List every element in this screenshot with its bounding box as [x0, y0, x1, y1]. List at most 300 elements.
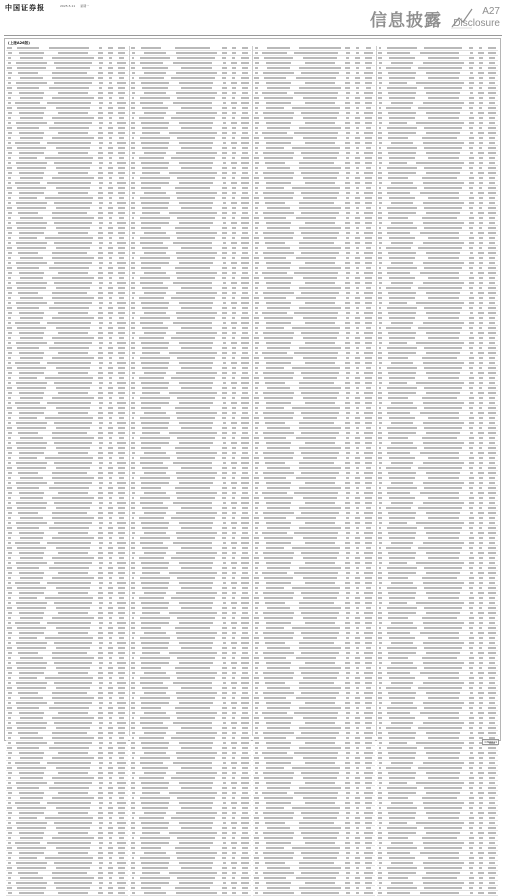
table-cell	[377, 382, 384, 383]
table-cell	[229, 157, 239, 158]
table-cell	[50, 737, 96, 738]
table-cell	[466, 587, 476, 588]
table-cell	[239, 332, 251, 333]
table-cell	[377, 887, 384, 888]
table-cell	[229, 517, 239, 518]
table-cell	[96, 512, 106, 513]
table-column	[6, 46, 128, 736]
table-cell	[229, 282, 239, 283]
table-cell	[420, 637, 466, 638]
table-cell	[106, 537, 116, 538]
table-cell	[115, 287, 127, 288]
table-cell	[106, 172, 116, 173]
table-cell	[476, 62, 486, 63]
table-cell	[130, 752, 137, 753]
table-cell	[229, 232, 239, 233]
table-cell	[219, 82, 229, 83]
table-cell	[6, 192, 13, 193]
table-cell	[13, 237, 42, 238]
table-cell	[6, 52, 13, 53]
table-cell	[253, 362, 260, 363]
table-cell	[343, 137, 353, 138]
table-cell	[466, 742, 476, 743]
table-cell	[466, 362, 476, 363]
table-cell	[6, 407, 13, 408]
table-cell	[486, 827, 498, 828]
table-cell	[377, 432, 384, 433]
table-cell	[96, 772, 106, 773]
table-cell	[260, 327, 289, 328]
table-cell	[115, 522, 127, 523]
table-cell	[229, 217, 239, 218]
table-cell	[476, 147, 486, 148]
table-cell	[260, 87, 296, 88]
table-cell	[130, 362, 137, 363]
table-cell	[6, 562, 13, 563]
table-cell	[466, 112, 476, 113]
table-cell	[420, 702, 466, 703]
table-cell	[486, 82, 498, 83]
table-cell	[362, 592, 374, 593]
table-cell	[362, 627, 374, 628]
table-cell	[166, 102, 219, 103]
table-cell	[384, 732, 420, 733]
table-cell	[219, 837, 229, 838]
table-cell	[115, 792, 127, 793]
table-cell	[50, 482, 96, 483]
table-cell	[96, 547, 106, 548]
table-cell	[476, 662, 486, 663]
table-cell	[486, 102, 498, 103]
table-cell	[96, 287, 106, 288]
table-cell	[115, 597, 127, 598]
table-cell	[6, 172, 13, 173]
table-cell	[130, 437, 137, 438]
table-cell	[96, 182, 106, 183]
table-cell	[137, 717, 173, 718]
table-cell	[362, 707, 374, 708]
table-cell	[173, 327, 219, 328]
table-cell	[130, 847, 137, 848]
table-cell	[6, 837, 13, 838]
table-cell	[219, 192, 229, 193]
table-cell	[137, 597, 166, 598]
table-cell	[362, 292, 374, 293]
table-cell	[486, 572, 498, 573]
table-cell	[6, 637, 13, 638]
table-cell	[239, 347, 251, 348]
table-cell	[219, 67, 229, 68]
table-cell	[50, 892, 96, 893]
table-cell	[362, 607, 374, 608]
table-cell	[297, 562, 343, 563]
table-cell	[343, 162, 353, 163]
table-cell	[50, 62, 96, 63]
table-cell	[219, 747, 229, 748]
table-cell	[486, 647, 498, 648]
table-cell	[353, 542, 363, 543]
table-cell	[50, 592, 96, 593]
table-cell	[13, 392, 49, 393]
table-cell	[476, 582, 486, 583]
table-cell	[229, 527, 239, 528]
table-cell	[106, 212, 116, 213]
table-cell	[476, 637, 486, 638]
table-cell	[137, 522, 173, 523]
table-cell	[253, 177, 260, 178]
table-cell	[96, 117, 106, 118]
table-cell	[173, 672, 219, 673]
table-cell	[106, 262, 116, 263]
table-cell	[466, 572, 476, 573]
table-cell	[377, 557, 384, 558]
table-cell	[219, 407, 229, 408]
table-cell	[260, 582, 296, 583]
table-cell	[137, 417, 173, 418]
table-cell	[137, 527, 173, 528]
table-cell	[137, 292, 173, 293]
table-cell	[239, 312, 251, 313]
table-cell	[362, 777, 374, 778]
table-cell	[297, 247, 343, 248]
table-cell	[239, 422, 251, 423]
table-cell	[253, 542, 260, 543]
table-cell	[239, 67, 251, 68]
table-cell	[115, 207, 127, 208]
table-cell	[239, 827, 251, 828]
table-cell	[115, 607, 127, 608]
table-cell	[343, 262, 353, 263]
table-cell	[115, 537, 127, 538]
table-cell	[476, 127, 486, 128]
table-cell	[353, 547, 363, 548]
table-cell	[384, 742, 413, 743]
table-cell	[229, 77, 239, 78]
table-cell	[50, 717, 96, 718]
table-cell	[362, 382, 374, 383]
table-cell	[466, 662, 476, 663]
table-cell	[253, 207, 260, 208]
table-cell	[173, 742, 219, 743]
table-cell	[253, 387, 260, 388]
table-cell	[239, 847, 251, 848]
table-cell	[377, 477, 384, 478]
table-cell	[137, 242, 166, 243]
table-cell	[115, 302, 127, 303]
table-cell	[260, 457, 296, 458]
table-cell	[137, 337, 166, 338]
table-cell	[343, 227, 353, 228]
table-cell	[106, 842, 116, 843]
table-cell	[50, 532, 96, 533]
table-cell	[289, 877, 342, 878]
table-cell	[260, 337, 296, 338]
table-cell	[13, 67, 49, 68]
table-cell	[297, 212, 343, 213]
table-cell	[239, 102, 251, 103]
table-cell	[229, 312, 239, 313]
table-cell	[106, 517, 116, 518]
table-cell	[6, 847, 13, 848]
table-cell	[362, 437, 374, 438]
table-cell	[353, 127, 363, 128]
table-cell	[343, 457, 353, 458]
table-cell	[384, 662, 420, 663]
table-cell	[476, 362, 486, 363]
table-cell	[377, 632, 384, 633]
table-cell	[377, 627, 384, 628]
table-cell	[137, 427, 173, 428]
table-cell	[106, 692, 116, 693]
table-cell	[343, 512, 353, 513]
table-cell	[219, 527, 229, 528]
table-cell	[130, 372, 137, 373]
table-cell	[486, 617, 498, 618]
table-cell	[476, 557, 486, 558]
table-cell	[96, 817, 106, 818]
table-cell	[297, 467, 343, 468]
table-cell	[130, 252, 137, 253]
table-cell	[106, 812, 116, 813]
table-cell	[260, 147, 289, 148]
table-cell	[239, 707, 251, 708]
table-cell	[260, 267, 296, 268]
table-cell	[384, 102, 420, 103]
table-cell	[384, 632, 413, 633]
table-cell	[130, 692, 137, 693]
table-cell	[42, 87, 95, 88]
table-cell	[343, 872, 353, 873]
table-cell	[130, 302, 137, 303]
table-cell	[166, 597, 219, 598]
table-cell	[115, 47, 127, 48]
table-cell	[384, 327, 413, 328]
table-cell	[173, 202, 219, 203]
table-cell	[106, 522, 116, 523]
table-cell	[384, 752, 420, 753]
table-cell	[6, 227, 13, 228]
table-cell	[413, 412, 466, 413]
table-cell	[13, 812, 49, 813]
table-cell	[253, 67, 260, 68]
table-cell	[486, 867, 498, 868]
table-cell	[253, 847, 260, 848]
table-cell	[106, 447, 116, 448]
table-cell	[96, 97, 106, 98]
table-cell	[377, 502, 384, 503]
table-cell	[384, 772, 420, 773]
table-cell	[173, 357, 219, 358]
table-cell	[420, 792, 466, 793]
table-cell	[115, 637, 127, 638]
table-cell	[377, 472, 384, 473]
table-cell	[96, 157, 106, 158]
table-cell	[166, 77, 219, 78]
table-cell	[229, 402, 239, 403]
table-cell	[106, 257, 116, 258]
table-cell	[130, 807, 137, 808]
table-cell	[219, 872, 229, 873]
table-cell	[239, 217, 251, 218]
table-cell	[353, 877, 363, 878]
table-cell	[219, 397, 229, 398]
table-cell	[115, 62, 127, 63]
table-cell	[377, 302, 384, 303]
table-cell	[219, 152, 229, 153]
table-cell	[137, 182, 173, 183]
table-cell	[362, 537, 374, 538]
table-cell	[130, 177, 137, 178]
table-cell	[260, 892, 296, 893]
table-cell	[6, 392, 13, 393]
table-cell	[6, 577, 13, 578]
table-cell	[173, 292, 219, 293]
table-cell	[253, 487, 260, 488]
table-cell	[486, 807, 498, 808]
table-cell	[377, 117, 384, 118]
table-cell	[260, 792, 289, 793]
table-cell	[229, 677, 239, 678]
table-cell	[13, 882, 49, 883]
table-cell	[130, 337, 137, 338]
table-cell	[6, 792, 13, 793]
table-cell	[260, 317, 296, 318]
table-cell	[219, 497, 229, 498]
table-cell	[42, 252, 95, 253]
table-cell	[137, 552, 173, 553]
table-cell	[377, 852, 384, 853]
table-cell	[297, 542, 343, 543]
table-cell	[96, 332, 106, 333]
table-cell	[362, 102, 374, 103]
table-cell	[173, 142, 219, 143]
table-cell	[420, 482, 466, 483]
table-cell	[229, 737, 239, 738]
table-cell	[137, 822, 173, 823]
table-cell	[466, 172, 476, 173]
table-cell	[253, 582, 260, 583]
table-cell	[362, 432, 374, 433]
table-cell	[377, 532, 384, 533]
table-cell	[466, 312, 476, 313]
table-cell	[353, 747, 363, 748]
table-cell	[130, 612, 137, 613]
table-cell	[253, 652, 260, 653]
table-cell	[50, 837, 96, 838]
table-cell	[476, 792, 486, 793]
table-cell	[353, 437, 363, 438]
table-cell	[377, 97, 384, 98]
table-cell	[219, 772, 229, 773]
table-cell	[239, 372, 251, 373]
table-cell	[130, 442, 137, 443]
table-cell	[96, 692, 106, 693]
table-cell	[377, 177, 384, 178]
table-cell	[384, 687, 413, 688]
table-cell	[219, 892, 229, 893]
table-cell	[229, 367, 239, 368]
table-cell	[260, 242, 289, 243]
table-cell	[6, 812, 13, 813]
table-cell	[115, 337, 127, 338]
table-cell	[13, 92, 49, 93]
table-cell	[229, 667, 239, 668]
table-cell	[253, 402, 260, 403]
table-cell	[219, 792, 229, 793]
table-cell	[384, 787, 420, 788]
table-cell	[229, 612, 239, 613]
table-cell	[239, 412, 251, 413]
table-cell	[343, 687, 353, 688]
table-cell	[229, 142, 239, 143]
table-cell	[13, 787, 42, 788]
table-cell	[486, 222, 498, 223]
table-cell	[130, 667, 137, 668]
table-cell	[466, 62, 476, 63]
table-cell	[353, 292, 363, 293]
table-cell	[173, 72, 219, 73]
table-cell	[6, 582, 13, 583]
table-cell	[466, 887, 476, 888]
table-cell	[253, 827, 260, 828]
table-cell	[106, 637, 116, 638]
table-cell	[486, 247, 498, 248]
table-cell	[353, 722, 363, 723]
table-cell	[50, 317, 96, 318]
table-cell	[219, 512, 229, 513]
table-cell	[466, 702, 476, 703]
table-cell	[6, 417, 13, 418]
table-cell	[13, 292, 42, 293]
table-cell	[377, 607, 384, 608]
table-cell	[476, 567, 486, 568]
table-cell	[13, 667, 49, 668]
table-cell	[297, 787, 343, 788]
table-cell	[166, 337, 219, 338]
table-cell	[476, 67, 486, 68]
table-cell	[13, 867, 49, 868]
table-cell	[362, 412, 374, 413]
table-cell	[173, 692, 219, 693]
table-cell	[219, 322, 229, 323]
table-cell	[13, 832, 49, 833]
table-cell	[413, 547, 466, 548]
table-cell	[137, 547, 173, 548]
table-cell	[260, 52, 289, 53]
table-cell	[353, 577, 363, 578]
table-cell	[219, 77, 229, 78]
table-cell	[297, 757, 343, 758]
table-cell	[115, 92, 127, 93]
table-cell	[115, 867, 127, 868]
table-cell	[130, 157, 137, 158]
table-cell	[42, 747, 95, 748]
table-cell	[13, 167, 49, 168]
table-cell	[115, 202, 127, 203]
table-cell	[377, 367, 384, 368]
table-cell	[260, 827, 296, 828]
table-cell	[239, 62, 251, 63]
table-cell	[289, 532, 342, 533]
table-cell	[229, 212, 239, 213]
table-cell	[377, 167, 384, 168]
table-cell	[297, 522, 343, 523]
table-cell	[106, 582, 116, 583]
table-cell	[115, 137, 127, 138]
table-cell	[377, 832, 384, 833]
table-cell	[466, 252, 476, 253]
table-cell	[229, 662, 239, 663]
